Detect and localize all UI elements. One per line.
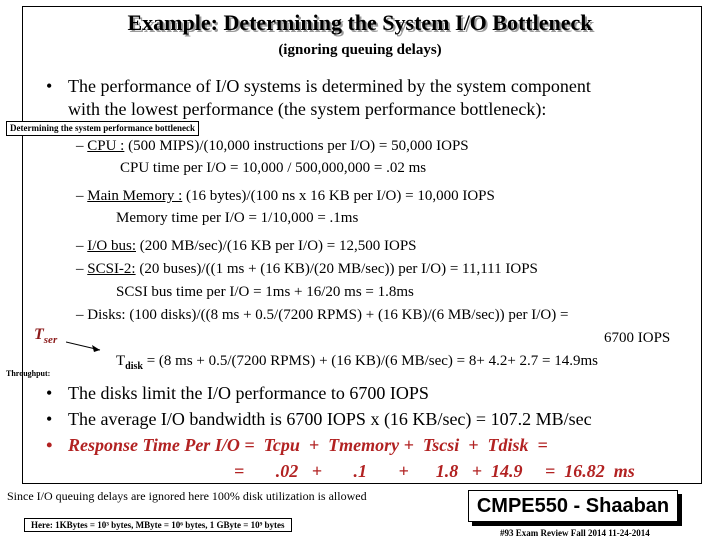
tdisk-line: $T_{disk} = (8$ ms + 0.5/(7200 RPMS) + (16 KB)/(6 MB/sec) = 8+ 4.2+ 2.7 = 14.9ms [116, 353, 599, 372]
slide-subtitle: (ignoring queuing delays) [278, 42, 442, 58]
scsi-line [76, 261, 538, 278]
io-bus-line [76, 238, 417, 255]
response-line-1: Response Time Per I/O = Tcpu + Tmemory + Tscsi + Tdisk = [68, 435, 548, 455]
memory-line [76, 188, 495, 205]
bullet-icon: • [46, 76, 53, 96]
units-note: Here: 1KBytes = 10³ bytes, MByte = 10⁶ bytes, 1 GByte = 10⁹ bytes [24, 518, 292, 532]
disks-line [76, 307, 568, 324]
tdisk-text: = (8 ms + 0.5/(7200 RPMS) + (16 KB)/(6 MB/sec) = 8+ 4.2+ 2.7 = 14.9ms [146, 353, 599, 369]
io-bus-text: (200 MB/sec)/(16 KB per I/O) = 12,500 IOPS [139, 238, 417, 254]
intro-bullet-line2: with the lowest performance (the system performance bottleneck): [68, 99, 547, 119]
intro-bullet-line1: The performance of I/O systems is determined by the system component [68, 76, 591, 96]
bullet-icon: • [46, 383, 53, 403]
disks-text: Disks: (100 disks)/((8 ms + 0.5/(7200 RPMS) + (16 KB)/(6 MB/sec)) per I/O) = [87, 307, 569, 323]
dash-icon: – [76, 261, 84, 277]
dash-icon: – [76, 307, 84, 323]
conclusion-2: The average I/O bandwidth is 6700 IOPS x (16 KB/sec) = 107.2 MB/sec [68, 409, 592, 429]
bottleneck-label-box: Determining the system performance bottleneck [6, 121, 199, 136]
disks-result: 6700 IOPS [604, 330, 671, 346]
footnote: Since I/O queuing delays are ignored here 100% disk utilization is allowed [4, 489, 370, 504]
dash-icon: – [76, 238, 84, 254]
memory-time: Memory time per I/O = 1/10,000 = .1ms [116, 210, 359, 226]
io-bus-label: I/O bus: [87, 238, 136, 254]
memory-text: (16 bytes)/(100 ns x 16 KB per I/O) = 10,000 IOPS [186, 188, 495, 204]
dash-icon: – [76, 138, 84, 154]
course-badge: CMPE550 - Shaaban [468, 490, 678, 522]
bullet-icon: • [46, 435, 53, 455]
cpu-text: (500 MIPS)/(10,000 instructions per I/O) = 50,000 IOPS [128, 138, 469, 154]
scsi-label: SCSI-2: [87, 261, 136, 277]
response-line-2: = .02 + .1 + 1.8 + 14.9 = 16.82 ms [234, 461, 635, 481]
slide-title: Example: Determining the System I/O Bottleneck [127, 10, 593, 35]
bullet-icon: • [46, 409, 53, 429]
throughput-label: Throughput: [6, 369, 51, 378]
memory-label: Main Memory : [87, 188, 183, 204]
cpu-line [76, 138, 469, 155]
cpu-label: CPU : [87, 138, 125, 154]
scsi-text: (20 buses)/((1 ms + (16 KB)/(20 MB/sec)) per I/O) = 11,111 IOPS [139, 261, 538, 277]
arrow-icon [66, 336, 106, 356]
dash-icon: – [76, 188, 84, 204]
exam-info: #93 Exam Review Fall 2014 11-24-2014 [500, 528, 650, 538]
conclusion-1: The disks limit the I/O performance to 6700 IOPS [68, 383, 429, 403]
cpu-time: CPU time per I/O = 10,000 / 500,000,000 = .02 ms [120, 160, 427, 176]
scsi-time: SCSI bus time per I/O = 1ms + 16/20 ms = 1.8ms [116, 284, 414, 300]
tser-label: $T_{ser}$ [34, 326, 58, 347]
